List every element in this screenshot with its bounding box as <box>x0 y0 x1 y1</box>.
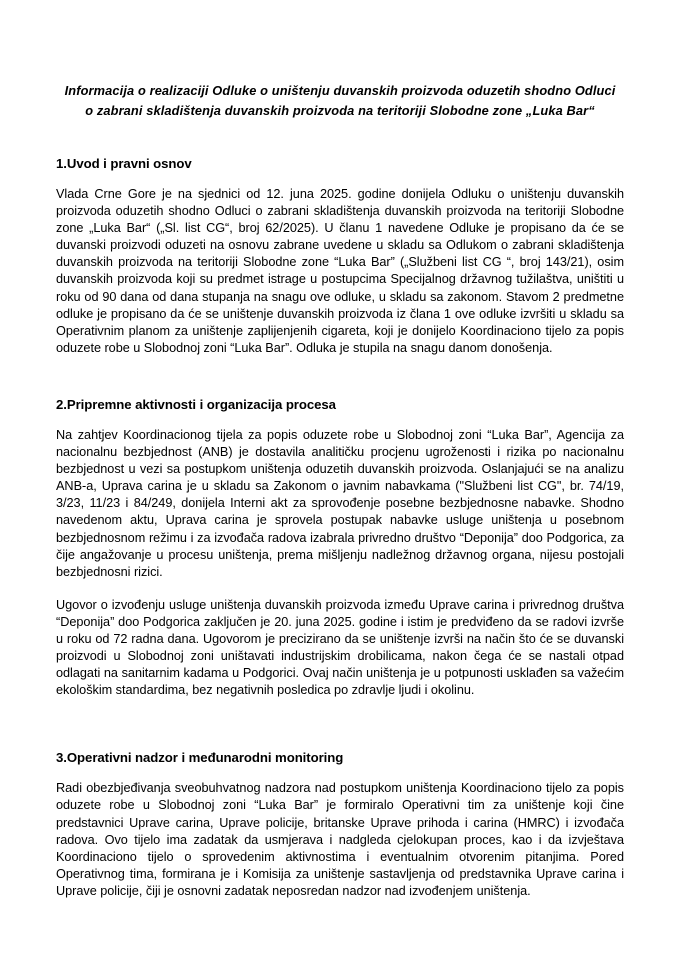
section-3-heading: 3.Operativni nadzor i međunarodni monitoring <box>56 750 344 766</box>
section-1 <box>56 156 624 357</box>
document-title-line-2: o zabrani skladištenja duvanskih proizvoda na teritoriji Slobodne zone „Luka Bar“ <box>85 102 595 118</box>
section-1-heading: 1.Uvod i pravni osnov <box>56 156 192 171</box>
spacer-section-3-heading <box>56 766 624 780</box>
document-title-line-1: Informacija o realizaciji Odluke o uništenju duvanskih proizvoda oduzetih shodno Odluci <box>64 83 616 98</box>
section-2-heading: 2.Pripremne aktivnosti i organizacija procesa <box>56 396 336 412</box>
section-3-paragraph-1: Radi obezbjeđivanja sveobuhvatnog nadzora nad postupkom uništenja Koordinaciono tijelo za popis oduzete robe u Slobodnoj zoni “Luka Bar” je formiralo Operativni tim za uništenje koji čine predstavnici Uprave carina, Uprave policije, britanske Uprave prihoda i carina (HMRC) i izvođača radova. Ovo tijelo ima zadatak da usmjerava i nadgleda cjelokupan proces, kao i da izvještava Koordinaciono tijelo o sprovedenim aktivnostima i eventualnim otvorenim pitanjima. Pored Operativnog tima, formirana je i Komisija za uništenje sastavljenja od predstavnika Uprave carina i Uprave policije, čiji je osnovni zadatak neposredan nadzor nad izvođenjem uništenja. <box>56 781 624 898</box>
spacer-before-section-2 <box>56 357 624 397</box>
spacer-section-1-heading <box>56 172 624 186</box>
spacer-before-section-3 <box>56 699 624 750</box>
section-2 <box>56 397 624 699</box>
section-3 <box>56 750 624 900</box>
spacer-before-section-1 <box>56 120 624 156</box>
section-1-paragraph-1: Vlada Crne Gore je na sjednici od 12. juna 2025. godine donijela Odluku o uništenju duvanskih proizvoda oduzetih shodno Odluci o zabrani skladištenja duvanskih proizvoda na teritoriji Slobodne zone „Luka Bar“ („Sl. list CG“, broj 62/2025). U članu 1 navedene Odluke je propisano da će se duvanski proizvodi oduzeti na osnovu zabrane uvedene u skladu sa Odlukom o zabrani skladištenja duvanskih proizvoda na teritoriji Slobodne zone “Luka Bar” („Službeni list CG “, broj 143/21), osim duvanskih proizvoda koji su predmet istrage u postupcima Specijalnog državnog tužilaštva, uništiti u roku od 90 dana od dana stupanja na snagu ove odluke, u skladu sa zakonom. Stavom 2 predmetne odluke je propisano da će se uništenje duvanskih proizvoda iz člana 1 ove odluke izvršiti u skladu sa Operativnim planom za uništenje zaplijenjenih cigareta, koji je donijelo Koordinaciono tijelo za popis oduzete robe u Slobodnoj zoni “Luka Bar”. Odluka je stupila na snagu danom donošenja. <box>56 187 624 355</box>
section-2-paragraph-2: Ugovor o izvođenju usluge uništenja duvanskih proizvoda između Uprave carina i privrednog društva “Deponija” doo Podgorica zaključen je 20. juna 2025. godine i istim je predviđeno da se radovi izvrše u roku od 72 radna dana. Ugovorom je precizirano da se uništenje izvrši na način što će se duvanski proizvodi u Slobodnoj zoni uništavati industrijskim drobilicama, nakon čega će se nastali otpad odlagati na sanitarnim kadama u Podgorici. Ovaj način uništenja je u potpunosti usklađen sa važećim ekološkim standardima, bez negativnih posledica po zdravlje ljudi i okolinu. <box>56 597 624 698</box>
spacer-section-2-heading <box>56 413 624 427</box>
document-content <box>56 0 624 900</box>
document-title <box>56 0 624 120</box>
section-2-paragraph-1: Na zahtjev Koordinacionog tijela za popis oduzete robe u Slobodnoj zoni “Luka Bar”, Agencija za nacionalnu bezbjednost (ANB) je dostavila analitičku procjenu ugroženosti i rizika po nacionalnu bezbjednost u vezi sa postupkom uništenja oduzetih duvanskih proizvoda. Oslanjajući se na analizu ANB-a, Uprava carina je u skladu sa Zakonom o javnim nabavkama ("Službeni list CG", br. 74/19, 3/23, 11/23 i 84/249, donijela Interni akt za sprovođenje posebne bezbjednosne nabavke. Shodno navedenom aktu, Uprava carina je sprovela postupak nabavke usluge uništenja u posebnom bezbjednosnom režimu i za izvođača radova izabrala privredno društvo “Deponija” doo Podgorica, za čije angažovanje u procesu uništenja, prema mišljenju nadležnog državnog organa, nijesu postojali bezbjednosni rizici. <box>56 427 624 579</box>
